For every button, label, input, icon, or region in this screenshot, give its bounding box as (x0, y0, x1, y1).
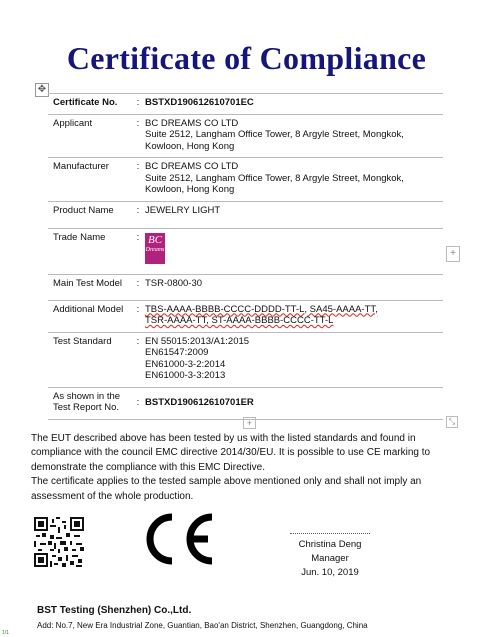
label-report-no-line-2: Test Report No. (53, 402, 119, 413)
colon: : (134, 275, 142, 301)
value-test-standard (142, 332, 443, 387)
signatory-title: Manager (311, 553, 349, 564)
signature-date: Jun. 10, 2019 (301, 567, 359, 578)
label-report-no-line-1: As shown in the (53, 390, 121, 402)
manufacturer-name: BC DREAMS CO LTD (145, 161, 239, 172)
table-resize-icon[interactable]: ⤡ (446, 416, 458, 428)
colon: : (134, 229, 142, 275)
signatory-name: Christina Deng (298, 539, 362, 550)
value-report-no: BSTXD190612610701ER (142, 387, 443, 419)
value-certificate-no: BSTXD190612610701EC (142, 94, 443, 115)
signature-line (290, 533, 370, 534)
applicant-address-2: Kowloon, Hong Kong (145, 140, 235, 152)
qr-code-icon (34, 517, 84, 567)
colon: : (134, 332, 142, 387)
manufacturer-address-1: Suite 2512, Langham Office Tower, 8 Argyle Street, Mongkok, (145, 172, 404, 184)
colon: : (134, 114, 142, 158)
move-cross-icon[interactable]: ✥ (35, 83, 49, 97)
row-test-standard (48, 332, 443, 387)
paragraph-scope: The certificate applies to the tested sample above mentioned only and shall not imply an assessment of the whole production. (31, 476, 422, 502)
label-applicant: Applicant (48, 114, 134, 158)
value-main-test-model: TSR-0800-30 (142, 275, 443, 301)
add-row-plus-icon[interactable]: + (243, 417, 256, 429)
brand-logo-subtext: Dreams (145, 247, 165, 253)
company-address: Add: No.7, New Era Industrial Zone, Guantian, Bao'an District, Shenzhen, Guangdong, China (37, 621, 368, 630)
applicant-name: BC DREAMS CO LTD (145, 117, 239, 129)
value-product-name: JEWELRY LIGHT (142, 201, 443, 229)
standard-2: EN61547:2009 (145, 347, 209, 358)
additional-models-line-1: TBS-AAAA-BBBB-CCCC-DDDD-TT-L, SA45-AAAA-TT, (145, 303, 378, 315)
brand-logo-text: BC (147, 234, 163, 246)
label-certificate-no: Certificate No. (48, 94, 134, 115)
label-manufacturer: Manufacturer (48, 158, 134, 202)
standard-3: EN61000-3-2:2014 (145, 358, 226, 370)
colon: : (134, 158, 142, 202)
colon: : (134, 201, 142, 229)
label-trade-name: Trade Name (48, 229, 134, 275)
label-additional-model: Additional Model (48, 300, 134, 332)
ce-mark-icon (142, 511, 217, 567)
value-manufacturer (142, 158, 443, 202)
additional-models-line-2: TSR-AAAA-TT, ST-AAAA-BBBB-CCCC-TT-L (145, 315, 334, 326)
brand-logo (145, 233, 165, 264)
row-additional-model (48, 300, 443, 332)
paragraph-compliance: The EUT described above has been tested by us with the listed standards and found in compliance with the council EMC directive 2014/30/EU. It is possible to use CE marking to demonstrate the compliance with this EMC Directive. (31, 433, 431, 473)
add-column-plus-icon[interactable]: + (446, 246, 460, 262)
row-trade-name (48, 229, 443, 275)
standard-1: EN 55015:2013/A1:2015 (145, 335, 250, 347)
manufacturer-address-2: Kowloon, Hong Kong (145, 184, 235, 195)
label-main-test-model: Main Test Model (48, 275, 134, 301)
applicant-address-1: Suite 2512, Langham Office Tower, 8 Argyle Street, Mongkok, (145, 129, 404, 140)
company-name: BST Testing (Shenzhen) Co.,Ltd. (37, 605, 192, 616)
compliance-statement (31, 432, 465, 504)
colon: : (134, 387, 142, 419)
row-manufacturer (48, 158, 443, 202)
label-product-name: Product Name (48, 201, 134, 229)
standard-4: EN61000-3-3:2013 (145, 370, 226, 381)
row-product-name (48, 201, 443, 229)
page-number: 1/1 (2, 630, 9, 636)
value-additional-model (142, 300, 443, 332)
signature-block (290, 533, 370, 580)
label-test-standard: Test Standard (48, 332, 134, 387)
certificate-title: Certificate of Compliance (66, 40, 427, 76)
colon: : (134, 94, 142, 115)
row-applicant (48, 114, 443, 158)
label-report-no (48, 387, 134, 419)
certificate-table (48, 93, 443, 420)
row-report-no (48, 387, 443, 419)
row-certificate-no (48, 94, 443, 115)
value-trade-name (142, 229, 443, 275)
row-main-test-model (48, 275, 443, 301)
value-applicant (142, 114, 443, 158)
colon: : (134, 300, 142, 332)
